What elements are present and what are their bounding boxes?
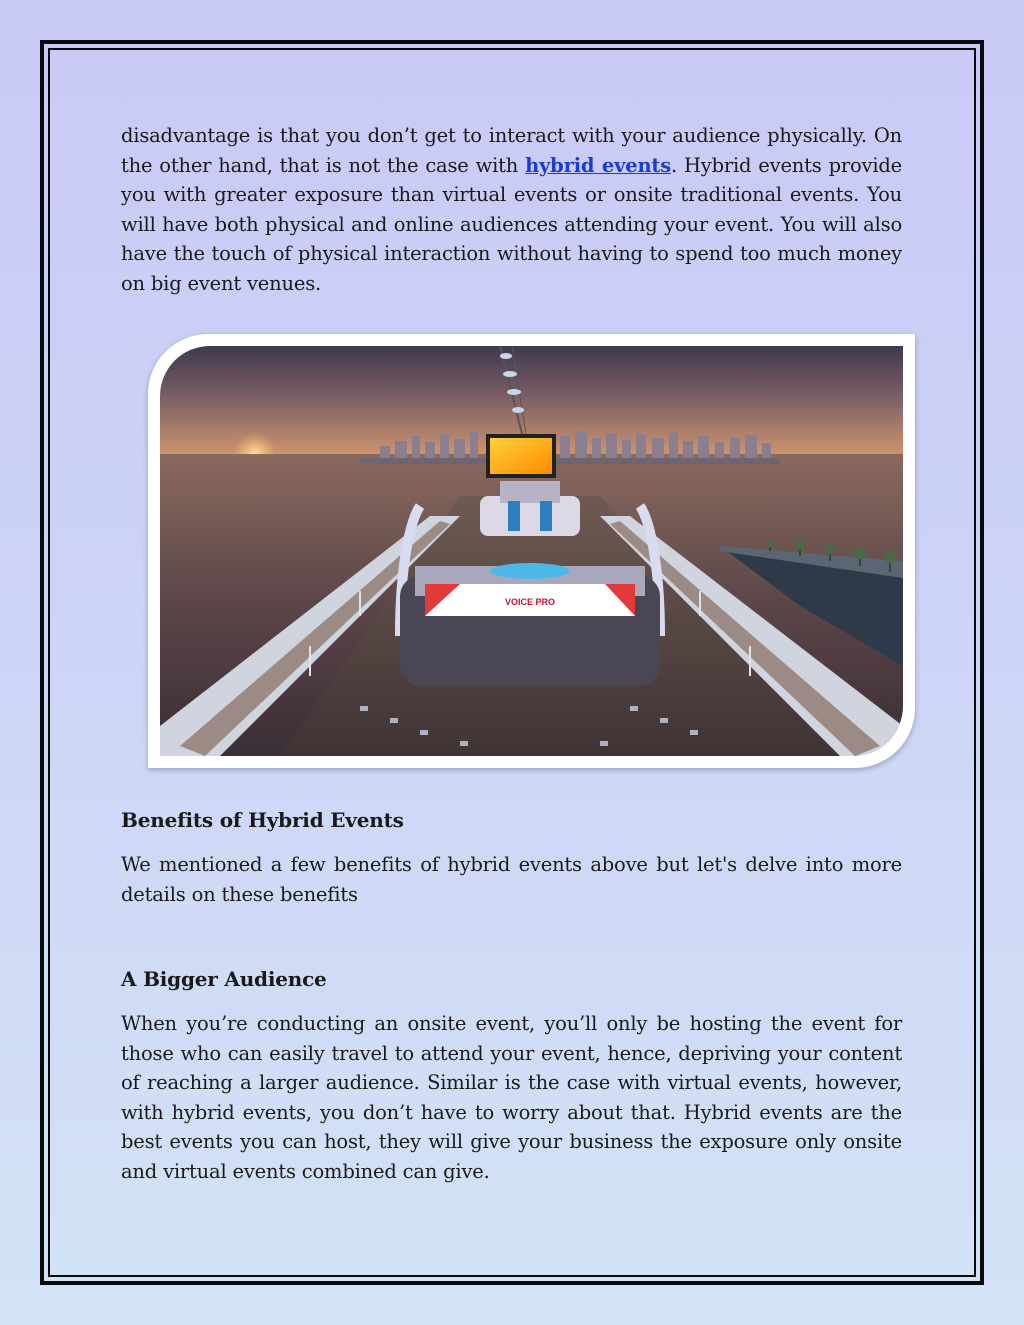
hybrid-events-link[interactable]: hybrid events xyxy=(525,153,672,177)
intro-paragraph xyxy=(121,121,902,299)
bigger-audience-heading: A Bigger Audience xyxy=(121,967,327,991)
bigger-audience-paragraph: When you’re conducting an onsite event, you’ll only be hosting the event for those who can easily travel to attend your event, hence, depriving your content of reaching a larger audience. Similar is the case with virtual events, however, with hybrid events, you don’t have to worry about that. Hybrid events are the best events you can host, they will give your business the exposure only onsite and virtual events combined can give. xyxy=(121,1012,902,1183)
intro-text-after-link: . Hybrid events provide you with greater exposure than virtual events or onsite traditional events. You will have both physical and online audiences attending your event. You will also have the touch of physical interaction without having to spend too much money on big event venues. xyxy=(121,153,902,295)
cruise-ship-event-image xyxy=(148,334,915,768)
benefits-heading: Benefits of Hybrid Events xyxy=(121,808,404,832)
benefits-paragraph: We mentioned a few benefits of hybrid events above but let's delve into more details on these benefits xyxy=(121,853,902,906)
intro-text-before-link: disadvantage is that you don’t get to interact with your audience physically. On the other hand, that is not the case with xyxy=(121,124,902,177)
cruise-ship-photo xyxy=(160,346,903,756)
screen-brand-text: VOICE PRO xyxy=(504,597,556,607)
